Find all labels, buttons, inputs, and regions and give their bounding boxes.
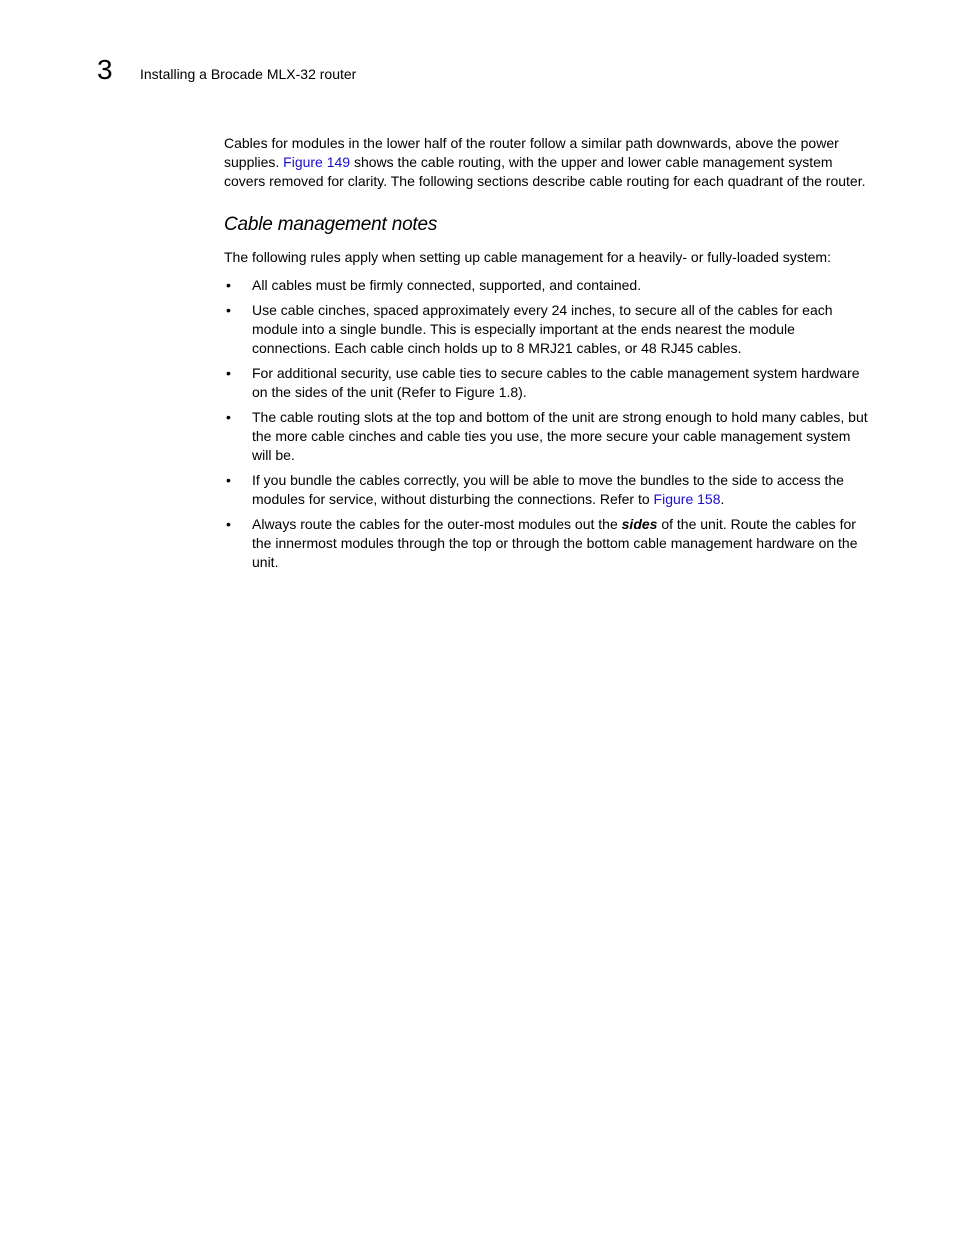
bullet-icon: • xyxy=(226,277,231,293)
list-item-text xyxy=(252,472,844,507)
rules-list xyxy=(224,276,872,572)
figure-149-link[interactable]: Figure 149 xyxy=(283,154,351,170)
list-item-text-start: Always route the cables for the outer-most modules out the xyxy=(252,516,622,532)
list-item xyxy=(224,515,872,572)
list-item-text: All cables must be firmly connected, supported, and contained. xyxy=(252,277,642,293)
bullet-icon: • xyxy=(226,516,231,532)
chapter-title: Installing a Brocade MLX-32 router xyxy=(140,66,357,82)
page-content xyxy=(224,134,872,578)
list-item-text xyxy=(252,516,858,570)
intro-text-end: shows the cable routing, with the upper and lower cable management system covers removed for clarity. The following sections describe cable routing for each quadrant of the router. xyxy=(224,154,866,189)
list-item-text: For additional security, use cable ties to secure cables to the cable management system hardware on the sides of the unit (Refer to Figure 1.8). xyxy=(252,365,860,400)
intro-paragraph xyxy=(224,134,872,191)
section-heading: Cable management notes xyxy=(224,214,438,235)
list-item xyxy=(224,276,872,295)
chapter-number: 3 xyxy=(97,54,113,85)
list-item-text: The cable routing slots at the top and bottom of the unit are strong enough to hold many cables, but the more cable cinches and cable ties you use, the more secure your cable management system will be. xyxy=(252,409,868,463)
list-item-text-end: . xyxy=(720,491,725,507)
bullet-icon: • xyxy=(226,472,231,488)
list-item xyxy=(224,471,872,509)
list-item xyxy=(224,408,872,465)
list-item-text: Use cable cinches, spaced approximately every 24 inches, to secure all of the cables for each module into a single bundle. This is especially important at the ends nearest the module connections. Each cable cinch holds up to 8 MRJ21 cables, or 48 RJ45 cables. xyxy=(252,302,833,356)
list-item xyxy=(224,364,872,402)
figure-158-link[interactable]: Figure 158 xyxy=(653,491,721,507)
bullet-icon: • xyxy=(226,302,231,318)
list-item xyxy=(224,301,872,358)
section-lead: The following rules apply when setting up cable management for a heavily- or fully-loaded system: xyxy=(224,249,831,265)
bullet-icon: • xyxy=(226,365,231,381)
list-item-text-start: If you bundle the cables correctly, you will be able to move the bundles to the side to access the modules for service, without disturbing the connections. Refer to xyxy=(252,472,844,507)
list-item-text-end: of the unit. Route the cables for the innermost modules through the top or through the bottom cable management hardware on the unit. xyxy=(252,516,858,570)
emphasis-sides: sides xyxy=(621,516,658,532)
intro-text-start: Cables for modules in the lower half of the router follow a similar path downwards, above the power supplies. xyxy=(224,135,839,170)
bullet-icon: • xyxy=(226,409,231,425)
